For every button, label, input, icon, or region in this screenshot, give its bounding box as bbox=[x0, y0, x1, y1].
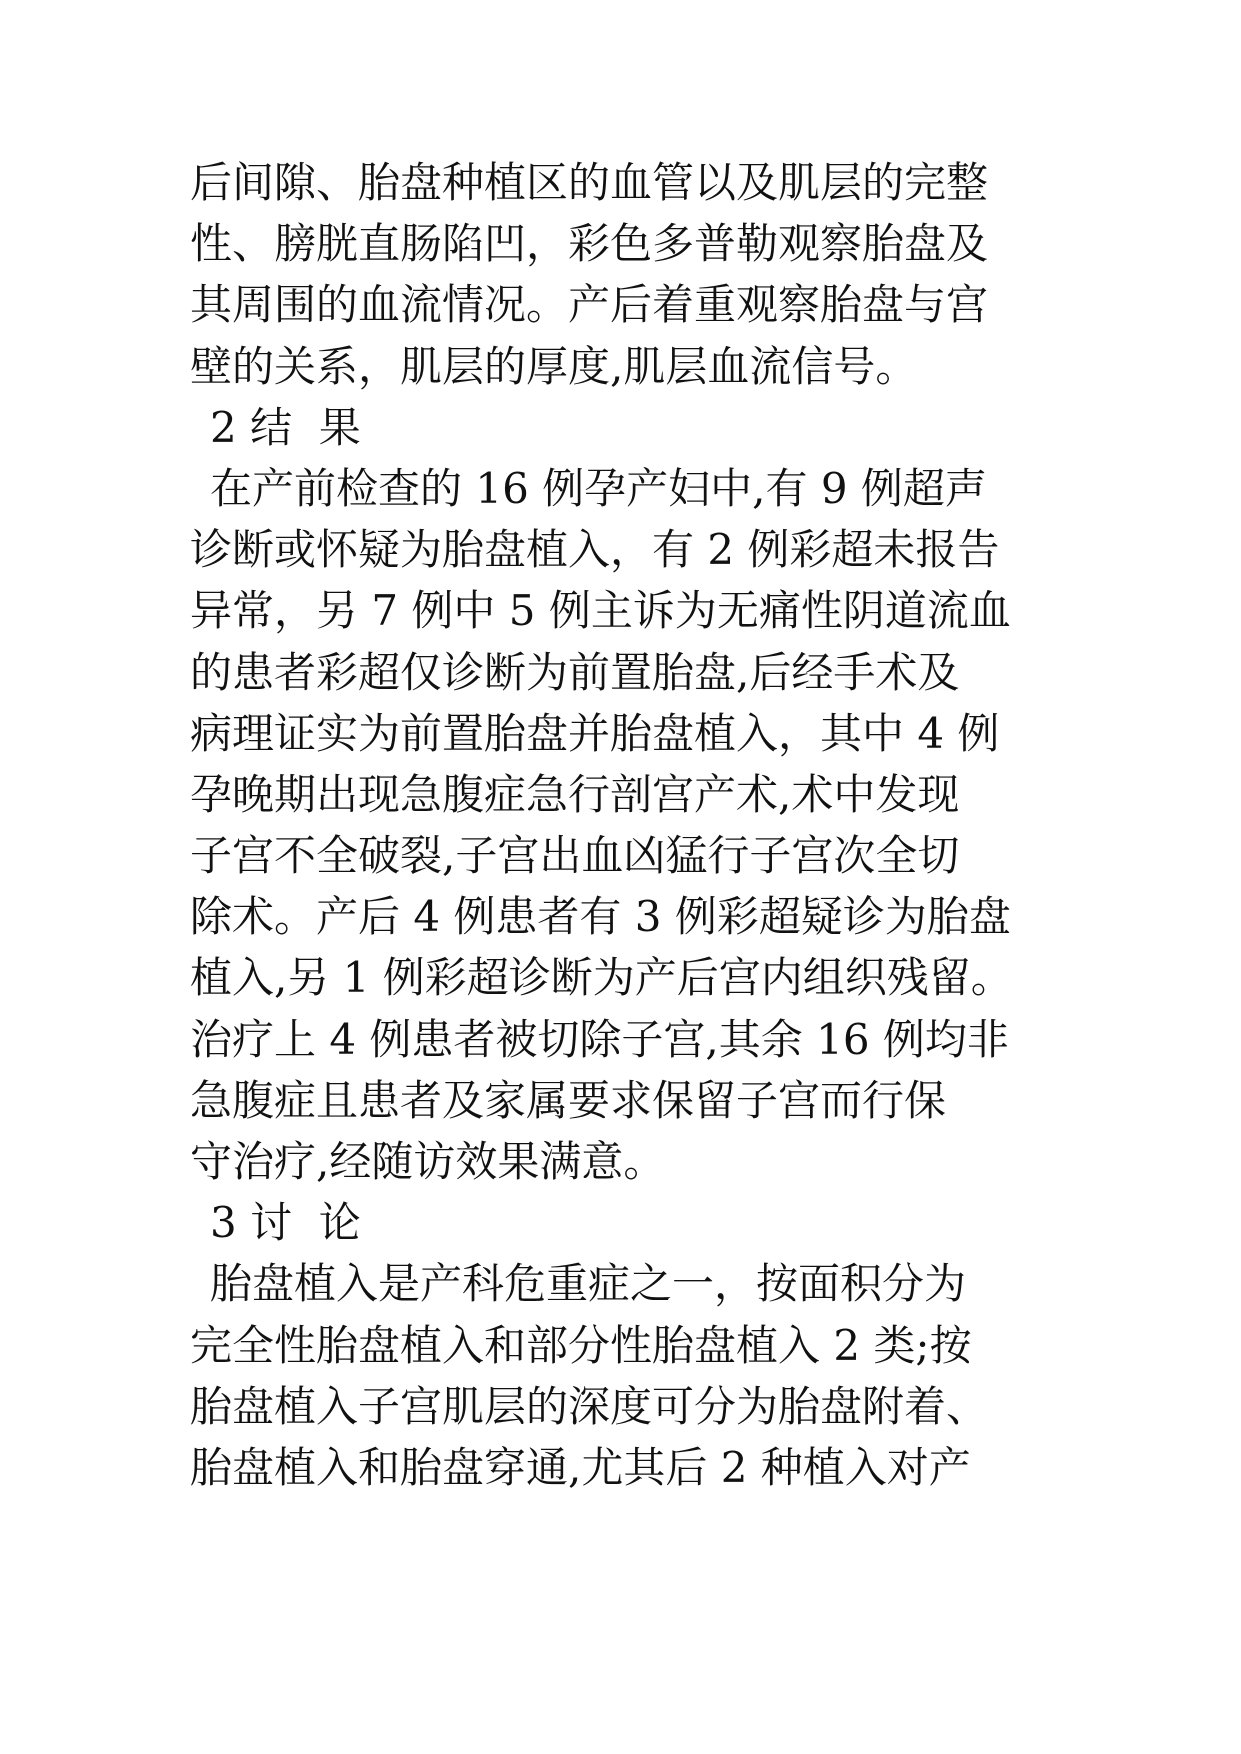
body-text bbox=[190, 152, 1090, 1498]
text-line: 壁的关系，肌层的厚度,肌层血流信号。 bbox=[190, 341, 918, 391]
text-line: 后间隙、胎盘种植区的血管以及肌层的完整 bbox=[190, 158, 989, 207]
text-line: 子宫不全破裂,子宫出血凶猛行子宫次全切 bbox=[190, 831, 960, 881]
text-line: 的患者彩超仅诊断为前置胎盘,后经手术及 bbox=[190, 647, 960, 697]
text-line: 胎盘植入是产科危重症之一，按面积分为 bbox=[210, 1259, 967, 1309]
section-heading-discussion: 3 讨 论 bbox=[210, 1198, 361, 1248]
text-line: 急腹症且患者及家属要求保留子宫而行保 bbox=[190, 1075, 947, 1125]
text-line: 完全性胎盘植入和部分性胎盘植入 2 类;按 bbox=[190, 1320, 972, 1370]
text-line: 在产前检查的 16 例孕产妇中,有 9 例超声 bbox=[210, 463, 987, 513]
text-line: 守治疗,经随访效果满意。 bbox=[190, 1137, 666, 1186]
text-line: 植入,另 1 例彩超诊断为产后宫内组织残留。 bbox=[190, 953, 1013, 1003]
text-line: 胎盘植入子宫肌层的深度可分为胎盘附着、 bbox=[190, 1381, 989, 1431]
text-line: 孕晚期出现急腹症急行剖宫产术,术中发现 bbox=[190, 769, 960, 819]
text-line: 胎盘植入和胎盘穿通,尤其后 2 种植入对产 bbox=[190, 1442, 971, 1492]
text-line: 病理证实为前置胎盘并胎盘植入，其中 4 例 bbox=[190, 708, 1000, 758]
text-line: 异常，另 7 例中 5 例主诉为无痛性阴道流血 bbox=[190, 586, 1011, 636]
text-line: 性、膀胱直肠陷凹，彩色多普勒观察胎盘及 bbox=[190, 219, 989, 269]
text-line: 除术。产后 4 例患者有 3 例彩超疑诊为胎盘 bbox=[190, 892, 1011, 942]
text-line: 其周围的血流情况。产后着重观察胎盘与宫 bbox=[190, 280, 989, 330]
text-line: 诊断或怀疑为胎盘植入，有 2 例彩超未报告 bbox=[190, 525, 1000, 575]
text-line: 治疗上 4 例患者被切除子宫,其余 16 例均非 bbox=[190, 1014, 1009, 1064]
section-heading-results: 2 结 果 bbox=[210, 402, 361, 452]
